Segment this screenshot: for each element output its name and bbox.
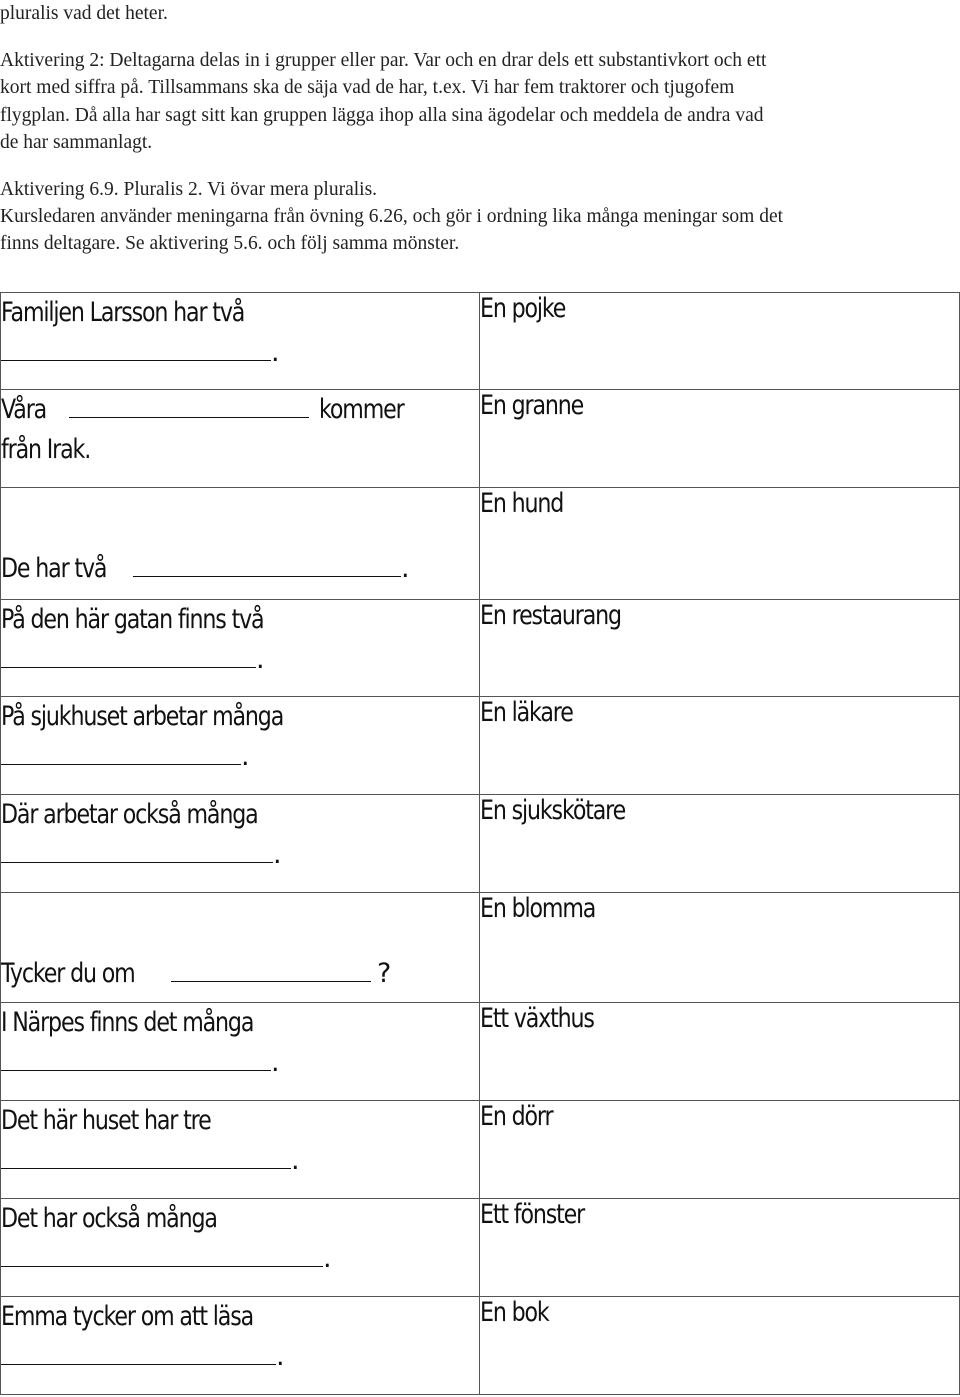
noun-text: Ett växthus	[480, 1003, 594, 1034]
noun-cell	[480, 1003, 960, 1101]
sentence-text: Det här huset har tre	[1, 1105, 211, 1136]
sentence-end: .	[271, 1047, 279, 1078]
paragraph-line: flygplan. Då alla har sagt sitt kan gruppen lägga ihop alla sina ägodelar och meddela de andra vad	[0, 104, 764, 126]
answer-blank[interactable]	[1, 861, 273, 863]
table-row	[1, 1003, 960, 1101]
sentence-end: .	[273, 839, 281, 870]
activity-heading: Aktivering 6.9. Pluralis 2. Vi övar mera pluralis.	[0, 179, 378, 201]
noun-cell	[480, 795, 960, 893]
noun-text: En restaurang	[480, 600, 621, 631]
answer-blank[interactable]	[1, 1363, 276, 1365]
paragraph-line: Kursledaren använder meningarna från övning 6.26, och gör i ordning lika många meningar som det	[0, 206, 784, 228]
sentence-text: Emma tycker om att läsa	[1, 1301, 254, 1332]
sentence-cell	[1, 697, 480, 795]
answer-blank[interactable]	[69, 416, 309, 418]
sentence-end: .	[241, 741, 249, 772]
table-row	[1, 600, 960, 697]
noun-cell	[480, 1101, 960, 1199]
sentence-end: .	[276, 1341, 284, 1372]
sentence-text: Det har också många	[1, 1203, 217, 1234]
noun-cell	[480, 697, 960, 795]
table-row	[1, 893, 960, 1003]
answer-blank[interactable]	[1, 359, 271, 361]
sentence-cell	[1, 390, 480, 488]
sentence-cell	[1, 1101, 480, 1199]
noun-text: En granne	[480, 390, 584, 421]
sentence-cell	[1, 1297, 480, 1395]
paragraph-line: de har sammanlagt.	[0, 131, 153, 153]
answer-blank[interactable]	[1, 1167, 291, 1169]
table-row	[1, 1199, 960, 1297]
noun-cell	[480, 488, 960, 600]
answer-blank[interactable]	[1, 666, 256, 668]
table-row	[1, 390, 960, 488]
sentence-end: .	[323, 1243, 331, 1274]
sentence-cell	[1, 293, 480, 390]
table-row	[1, 293, 960, 390]
noun-cell	[480, 893, 960, 1003]
sentence-cell	[1, 893, 480, 1003]
answer-blank[interactable]	[133, 575, 401, 577]
sentence-text: På den här gatan finns två	[1, 604, 264, 635]
sentence-text: På sjukhuset arbetar många	[1, 701, 284, 732]
sentence-text: De har två	[1, 553, 107, 584]
sentence-end: ?	[377, 958, 390, 989]
answer-blank[interactable]	[1, 1069, 271, 1071]
noun-text: En pojke	[480, 293, 566, 324]
table-row	[1, 795, 960, 893]
noun-text: En dörr	[480, 1101, 553, 1132]
paragraph-line: Aktivering 2: Deltagarna delas in i grupper eller par. Var och en drar dels ett substantivkort och ett	[0, 50, 767, 72]
table-row	[1, 488, 960, 600]
sentence-end: .	[271, 337, 279, 368]
sentence-cell	[1, 600, 480, 697]
sentence-text: Där arbetar också många	[1, 799, 258, 830]
sentence-text: Tycker du om	[1, 958, 135, 989]
sentence-cell	[1, 1003, 480, 1101]
intro-text	[0, 0, 955, 258]
answer-blank[interactable]	[171, 980, 371, 982]
table-row	[1, 1101, 960, 1199]
noun-cell	[480, 600, 960, 697]
answer-blank[interactable]	[1, 763, 241, 765]
noun-text: En hund	[480, 488, 564, 519]
noun-cell	[480, 1199, 960, 1297]
sentence-text: Våra	[1, 394, 47, 425]
sentence-cell	[1, 488, 480, 600]
sentence-end: .	[291, 1145, 299, 1176]
sentence-cell	[1, 1199, 480, 1297]
table-row	[1, 697, 960, 795]
sentence-text: från Irak.	[1, 434, 91, 465]
table-row	[1, 1297, 960, 1395]
noun-cell	[480, 390, 960, 488]
sentence-end: .	[256, 644, 264, 675]
sentence-text: I Närpes finns det många	[1, 1007, 254, 1038]
paragraph-line: kort med siffra på. Tillsammans ska de säja vad de har, t.ex. Vi har fem traktorer och tjugofem	[0, 77, 735, 99]
answer-blank[interactable]	[1, 1265, 323, 1267]
sentence-text: kommer	[319, 394, 404, 425]
noun-text: En blomma	[480, 893, 596, 924]
noun-text: Ett fönster	[480, 1199, 585, 1230]
sentence-text: Familjen Larsson har två	[1, 297, 245, 328]
noun-cell	[480, 1297, 960, 1395]
noun-text: En bok	[480, 1297, 549, 1328]
noun-text: En läkare	[480, 697, 573, 728]
intro-line: pluralis vad det heter.	[0, 3, 168, 24]
sentence-end: .	[401, 553, 409, 584]
sentence-cell	[1, 795, 480, 893]
noun-cell	[480, 293, 960, 390]
noun-text: En sjukskötare	[480, 795, 626, 826]
paragraph-line: finns deltagare. Se aktivering 5.6. och följ samma mönster.	[0, 233, 460, 255]
worksheet-table	[0, 292, 960, 1395]
